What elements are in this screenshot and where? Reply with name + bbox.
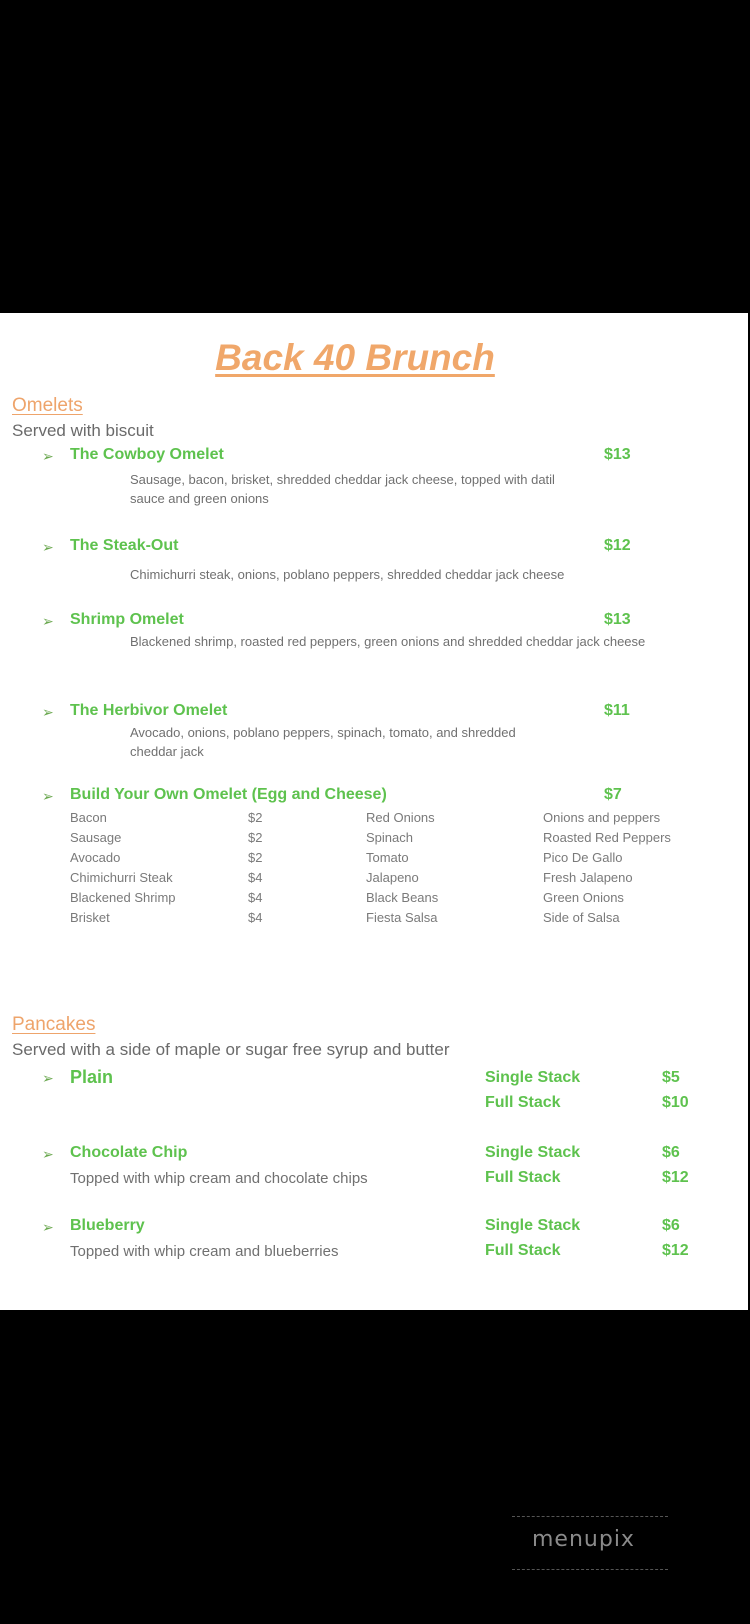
omelet-name: The Steak-Out [70, 537, 179, 554]
menu-document [0, 313, 748, 1310]
single-stack-label: Single Stack [485, 1217, 581, 1234]
single-stack-price: $6 [662, 1144, 680, 1161]
single-stack-price: $5 [662, 1069, 680, 1086]
omelet-name: Build Your Own Omelet (Egg and Cheese) [70, 786, 387, 803]
bullet-arrow-icon: ➢ [42, 448, 54, 464]
addon-name: Sausage [70, 830, 122, 845]
addon-name: Bacon [70, 810, 107, 825]
omelet-price: $11 [604, 702, 630, 719]
full-stack-price: $12 [662, 1169, 689, 1186]
addon-name: Fiesta Salsa [366, 910, 438, 925]
addon-name: Black Beans [366, 890, 439, 905]
omelet-name: Shrimp Omelet [70, 611, 184, 628]
full-stack-price: $10 [662, 1094, 689, 1111]
omelet-price: $13 [604, 446, 631, 463]
omelet-price: $12 [604, 537, 631, 554]
addon-name: Jalapeno [366, 870, 419, 885]
bullet-arrow-icon: ➢ [42, 1146, 54, 1162]
watermark-text: menupix [532, 1527, 635, 1552]
single-stack-price: $6 [662, 1217, 680, 1234]
addon-price: $4 [248, 910, 263, 925]
full-stack-label: Full Stack [485, 1169, 561, 1186]
omelet-name: The Cowboy Omelet [70, 446, 224, 463]
pancake-name: Chocolate Chip [70, 1144, 188, 1161]
addon-price: $2 [248, 810, 263, 825]
menupix-watermark [512, 1516, 668, 1570]
addon-name: Side of Salsa [543, 910, 620, 925]
menu-title: Back 40 Brunch [215, 337, 495, 378]
bullet-arrow-icon: ➢ [42, 539, 54, 555]
bullet-arrow-icon: ➢ [42, 788, 54, 804]
addon-name: Avocado [70, 850, 121, 865]
omelet-name: The Herbivor Omelet [70, 702, 228, 719]
bullet-arrow-icon: ➢ [42, 1070, 54, 1086]
pancake-name: Plain [70, 1067, 114, 1087]
single-stack-label: Single Stack [485, 1069, 581, 1086]
pancake-description: Topped with whip cream and blueberries [70, 1243, 339, 1260]
addon-name: Green Onions [543, 890, 624, 905]
addon-name: Tomato [366, 850, 409, 865]
omelet-price: $7 [604, 786, 622, 803]
omelets-subheading: Served with biscuit [12, 421, 154, 440]
addon-name: Roasted Red Peppers [543, 830, 671, 845]
bullet-arrow-icon: ➢ [42, 704, 54, 720]
addon-name: Chimichurri Steak [70, 870, 173, 885]
bullet-arrow-icon: ➢ [42, 613, 54, 629]
full-stack-label: Full Stack [485, 1242, 561, 1259]
addon-name: Red Onions [366, 810, 435, 825]
pancake-description: Topped with whip cream and chocolate chips [70, 1170, 368, 1187]
addon-name: Spinach [366, 830, 413, 845]
addon-price: $2 [248, 830, 263, 845]
single-stack-label: Single Stack [485, 1144, 581, 1161]
addon-name: Fresh Jalapeno [543, 870, 633, 885]
omelet-description: Chimichurri steak, onions, poblano peppers, shredded cheddar jack cheese [130, 567, 565, 582]
omelet-description: Sausage, bacon, brisket, shredded cheddar jack cheese, topped with datil sauce and green onions [130, 472, 555, 506]
omelet-price: $13 [604, 611, 631, 628]
addon-price: $4 [248, 890, 263, 905]
omelets-heading: Omelets [12, 395, 83, 416]
full-stack-label: Full Stack [485, 1094, 561, 1111]
pancake-name: Blueberry [70, 1217, 145, 1234]
addon-name: Pico De Gallo [543, 850, 623, 865]
bullet-arrow-icon: ➢ [42, 1219, 54, 1235]
addon-price: $4 [248, 870, 263, 885]
pancakes-heading: Pancakes [12, 1014, 96, 1035]
omelet-description: Blackened shrimp, roasted red peppers, green onions and shredded cheddar jack cheese [130, 634, 646, 649]
addon-name: Brisket [70, 910, 110, 925]
addon-name: Blackened Shrimp [70, 890, 176, 905]
full-stack-price: $12 [662, 1242, 689, 1259]
addon-price: $2 [248, 850, 263, 865]
addon-name: Onions and peppers [543, 810, 661, 825]
pancakes-subheading: Served with a side of maple or sugar free syrup and butter [12, 1040, 450, 1059]
omelet-description: Avocado, onions, poblano peppers, spinach, tomato, and shredded cheddar jack [130, 725, 516, 759]
